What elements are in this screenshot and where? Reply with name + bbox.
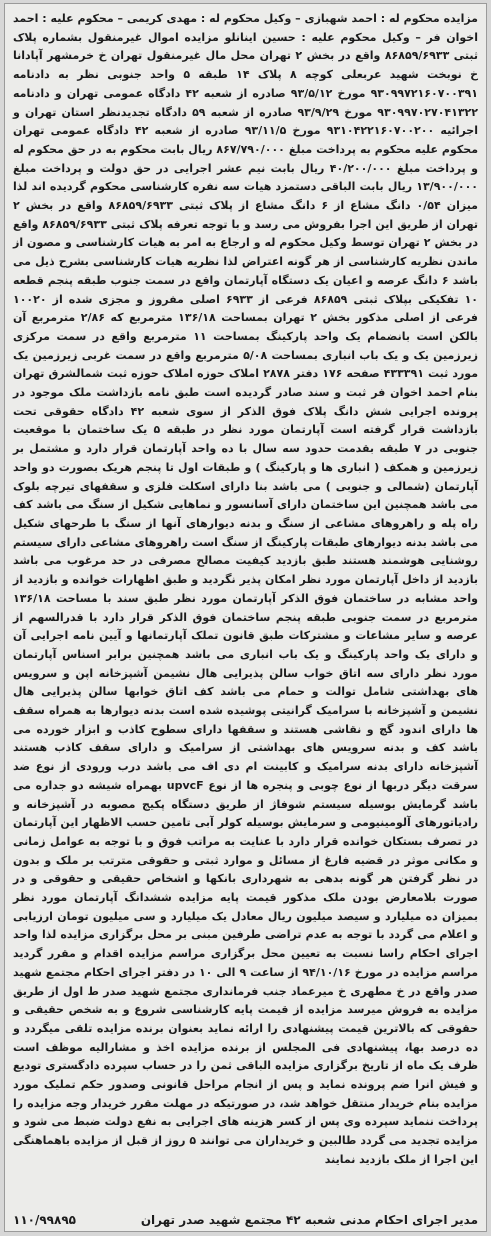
notice-code: ۱۱۰/۹۹۸۹۵ [13,1213,76,1227]
notice-footer [13,1213,478,1227]
notice-signature: مدیر اجرای احکام مدنی شعبه ۴۲ مجتمع شهید صدر تهران [140,1213,478,1227]
newspaper-notice [4,3,487,1232]
auction-notice-body: مزایده محکوم له : احمد شهبازی – وکیل محکوم له : مهدی کریمی – محکوم علیه : احمد اخوان فر – وکیل محکوم علیه : حسین اینانلو مزایده اموال غیرمنقول بشماره پلاک ثبتی ۸۶۸۵۹/۶۹۳۳ واقع در بخش ۲ تهران محل مال غیرمنقول تهران خ خرمشهر آپادانا خ نوبخت شهید عربعلی کوچه ۸ پلاک ۱۴ طبقه ۵ واحد جنوبی نظر به دادنامه ۹۳۰۹۹۷۲۱۶۰۷۰۰۳۹۱ مورخ ۹۳/۵/۱۲ صادره از شعبه ۴۲ دادگاه عمومی تهران و دادنامه ۹۳۰۹۹۷۰۲۷۰۴۱۳۲۲ مورخ ۹۳/۹/۲۹ صادره از شعبه ۵۹ دادگاه تجدیدنظر استان تهران و اجرائیه ۹۳۱۰۴۲۲۱۶۰۷۰۰۲۰۰ مورخ ۹۳/۱۱/۵ صادره از شعبه ۴۲ دادگاه عمومی تهران محکوم علیه محکوم به پرداخت مبلغ ۸۶۷/۷۹۰/۰۰۰ ریال بابت محکوم به در حق محکوم له و پرداخت مبلغ ۴۰/۲۰۰/۰۰۰ ریال بابت نیم عشر اجرایی در حق دولت و پرداخت مبلغ ۱۳/۹۰۰/۰۰۰ ریال بابت الباقی دستمزد هیات سه نفره کارشناسی محکوم گردیده اند لذا میزان ۰/۵۴ دانگ مشاع از ۶ دانگ مشاع از پلاک ثبتی ۸۶۸۵۹/۶۹۳۳ واقع در بخش ۲ تهران از طریق این اجرا بفروش می رسد و با توجه تعرفه پلاک ثبتی ۸۶۸۵۹/۶۹۳۳ واقع در بخش ۲ تهران توسط وکیل محکوم له و ارجاع به امر به هیات کارشناسی و مصون از ماندن نظریه کارشناسی از هر گونه اعتراض لذا نظریه هیات کارشناسی بشرح ذیل می باشد ۶ دانگ عرصه و اعیان یک دستگاه آپارتمان واقع در سمت جنوب طبقه پنجم قطعه ۱۰ تفکیکی بپلاک ثبتی ۸۶۸۵۹ فرعی از ۶۹۳۳ اصلی مفروز و مجزی شده از ۱۰۰۲۰ فرعی از اصلی مذکور بخش ۲ تهران بمساحت ۱۳۶/۱۸ مترمربع که ۲/۸۶ مترمربع آن بالکن است بانضمام یک واحد پارکینگ بمساحت ۱۱ مترمربع واقع در سمت مرکزی زیرزمین یک و یک باب انباری بمساحت ۵/۰۸ مترمربع واقع در سمت غربی زیرزمین یک مورد ثبت ۴۳۳۳۹۱ صفحه ۱۷۶ دفتر ۲۸۷۸ املاک حوزه املاک حوزه ثبت شمالشرق تهران بنام احمد اخوان فر ثبت و سند صادر گردیده است طبق نامه بازداشت ملک موجود در پرونده اجرایی شش دانگ پلاک فوق الذکر از سوی شعبه ۴۲ دادگاه حقوقی تحت بازداشت قرار گرفته است آپارتمان مورد نظر در طبقه ۵ یک ساختمان با موقعیت جنوبی در ۷ طبقه بقدمت حدود سه سال با ده واحد آپارتمان قرار دارد و مشتمل بر زیرزمین و همکف ( انباری ها و پارکینگ ) و طبقات اول تا پنجم هریک بصورت دو واحد آپارتمان (شمالی و جنوبی ) می باشد بنا دارای اسکلت فلزی و سقفهای تیرچه بلوک می باشد همچنین این ساختمان دارای آسانسور و نماهایی شکیل از سنگ می باشد کف راه پله و راهروهای مشاعی از سنگ و بدنه دیوارهای آنها از سنگ با طرحهای شکیل می باشد بدنه دیوارهای طبقات پارکینگ از سنگ است راهروهای مشاعی دارای سیستم روشنایی هوشمند هستند طبق بازدید کیفیت مصالح مصرفی در حد مرغوب می باشد بازدید از داخل آپارتمان مورد نظر امکان پذیر نگردید و طبق اظهارات خوانده و بازدید از واحد مشابه در ساختمان فوق الذکر آپارتمان مورد نظر طبق سند با مساحت ۱۳۶/۱۸ مترمربع در سمت جنوبی طبقه پنجم ساختمان فوق الذکر قرار دارد با قدرالسهم از عرصه و سایر مشاعات و مشترکات طبق قانون تملک آپارتمانها و آیین نامه اجرایی آن و دارای یک واحد پارکینگ و یک باب انباری می باشد همچنین برابر اسناس آپارتمان مورد نظر دارای سه اتاق خواب سالن پذیرایی هال نشیمن آشپزخانه اپن و سرویس های بهداشتی شامل توالت و حمام می باشد کف اتاق خوابها سالن پذیرایی هال نشیمن و آشپزخانه با سرامیک گرانیتی پوشیده شده است بدنه دیوارها به همراه سقف ها دارای اندود گچ و نقاشی هستند و سقفها دارای سطوح کاذب و ابزار خورده می باشد کف و بدنه سرویس های بهداشتی از سرامیک و دارای سقف کاذب هستند آشپزخانه دارای بدنه سرامیک و کابینت ام دی اف می باشد درب ورودی از نوع ضد سرقت دیگر دربها از نوع چوبی و پنجره ها از نوع upvcF بهمراه شیشه دو جداره می باشد گرمایش بوسیله سیستم شوفاژ از طریق دستگاه پکیج مصوبه در آشپزخانه و رادیاتورهای آلومینیومی و سرمایش بوسیله کولر آبی تامین حسب الاظهار این آپارتمان در تصرف بستکان خوانده قرار دارد با عنایت به مراتب فوق و با توجه به عوامل زمانی و مکانی موثر در قضیه فارغ از مسائل و موارد ثبتی و حقوقی مترتب بر ملک و بدون در نظر گرفتن هر گونه بدهی به شهرداری بانکها و اشخاص حقیقی و حقوقی و در صورت بلامعارض بودن ملک مذکور قیمت پایه مزایده ششدانگ آپارتمان مورد نظر بمیزان ده میلیارد و سیصد میلیون ریال معادل یک میلیارد و سی میلیون تومان ارزیابی و اعلام می گردد با توجه به عدم تراضی طرفین مبنی بر محل برگزاری مزایده لذا واحد اجرای احکام راسا نسبت به تعیین محل برگزاری مراسم مزایده اقدام و مقرر گردید مراسم مزایده در مورخ ۹۴/۱۰/۱۶ از ساعت ۹ الی ۱۰ در دفتر اجرای احکام مجتمع شهید صدر واقع در خ مطهری خ میرعماد جنب فرمانداری مجتمع شهید صدر ط اول از طریق مزایده به فروش میرسد مزایده از قیمت پایه کارشناسی شروع و به شخص حقیقی و حقوقی که بالاترین قیمت پیشنهادی را ارائه نماید بعنوان برنده مزایده تلقی میگردد و ده درصد بها، پیشنهادی فی المجلس از برنده مزایده اخذ و مشارالیه موظف است ظرف یک ماه از تاریخ برگزاری مزایده الباقی ثمن را در حساب سپرده دادگستری تودیع و فیش انرا ضم پرونده نماید و پس از انجام مراحل قانونی وصدور حکم تملیک مورد مزایده بنام خریدار منتقل خواهد شد، در صورتیکه در مهلت مقرر خریدار وجه مزایده را پرداخت ننماید سپرده وی پس از کسر هزینه های اجرایی به نفع دولت ضبط می شود و مزایده تجدید می گردد طالبین و خریداران می توانند ۵ روز از قبل از مزایده باهماهنگی این اجرا از ملک بازدید نمایند [13,12,479,1166]
